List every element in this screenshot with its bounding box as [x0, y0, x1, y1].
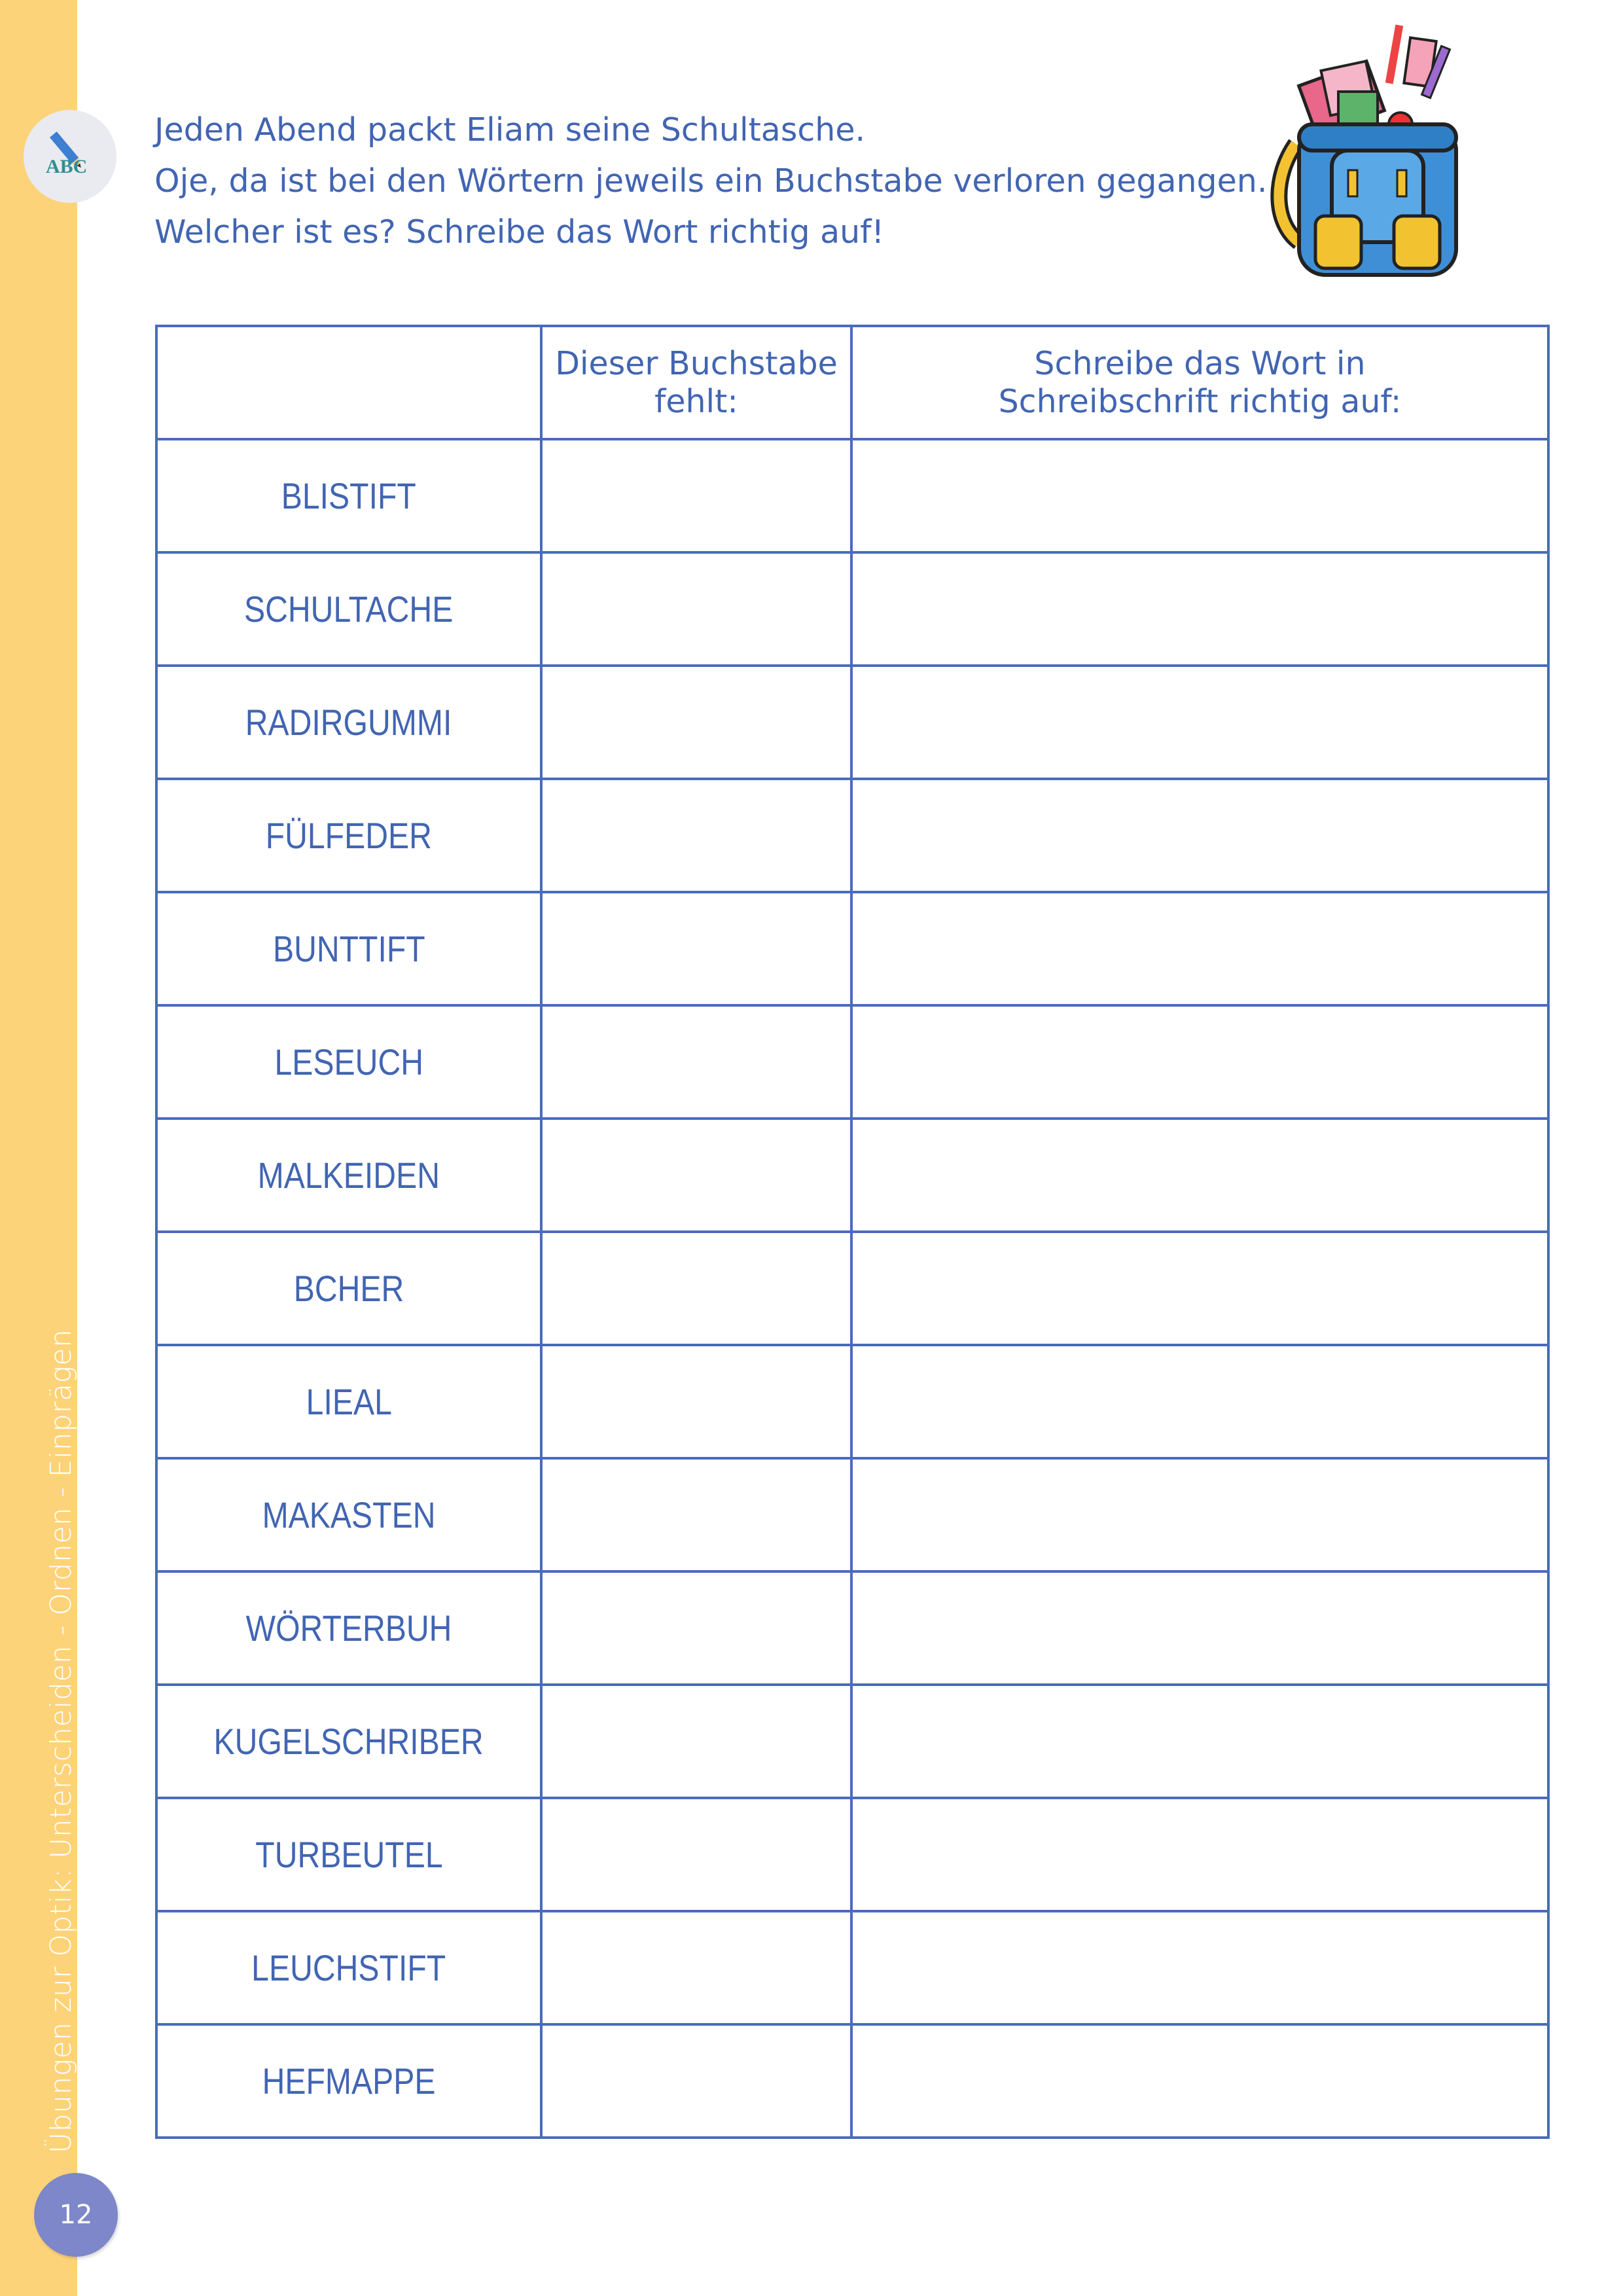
scrambled-word: FÜLFEDER — [156, 779, 541, 892]
scrambled-word: BUNTTIFT — [156, 892, 541, 1005]
write-word-cell[interactable] — [851, 1571, 1548, 1685]
missing-letter-cell[interactable] — [541, 1571, 851, 1685]
table-row — [156, 439, 1548, 552]
missing-letter-cell[interactable] — [541, 779, 851, 892]
header-missing-letter: Dieser Buchstabe fehlt: — [541, 326, 851, 439]
scrambled-word: LESEUCH — [156, 1005, 541, 1119]
table-row — [156, 552, 1548, 666]
write-word-cell[interactable] — [851, 779, 1548, 892]
scrambled-word: RADIRGUMMI — [156, 666, 541, 779]
instruction-line: Jeden Abend packt Eliam seine Schultasche. — [154, 111, 866, 149]
write-word-cell[interactable] — [851, 1005, 1548, 1119]
scrambled-word: SCHULTACHE — [156, 552, 541, 666]
write-word-cell[interactable] — [851, 2024, 1548, 2138]
sidebar-strip — [0, 0, 77, 2296]
scrambled-word: BCHER — [156, 1232, 541, 1345]
missing-letter-cell[interactable] — [541, 892, 851, 1005]
missing-letter-cell[interactable] — [541, 2024, 851, 2138]
school-backpack-illustration — [1260, 20, 1489, 288]
write-word-cell[interactable] — [851, 1685, 1548, 1798]
write-word-cell[interactable] — [851, 439, 1548, 552]
missing-letter-cell[interactable] — [541, 552, 851, 666]
table-row — [156, 1005, 1548, 1119]
write-word-cell[interactable] — [851, 666, 1548, 779]
table-row — [156, 1685, 1548, 1798]
scrambled-word: MALKEIDEN — [156, 1119, 541, 1232]
abc-badge-label: ABC — [46, 156, 88, 177]
table-row — [156, 1458, 1548, 1571]
table-row — [156, 2024, 1548, 2138]
header-word-column — [156, 326, 541, 439]
write-word-cell[interactable] — [851, 1345, 1548, 1458]
instructions — [154, 105, 1268, 258]
missing-letter-cell[interactable] — [541, 1685, 851, 1798]
missing-letter-cell[interactable] — [541, 1005, 851, 1119]
missing-letter-cell[interactable] — [541, 1458, 851, 1571]
header-write-word: Schreibe das Wort in Schreibschrift richtig auf: — [851, 326, 1548, 439]
missing-letter-cell[interactable] — [541, 1798, 851, 1911]
scrambled-word: TURBEUTEL — [156, 1798, 541, 1911]
write-word-cell[interactable] — [851, 1911, 1548, 2024]
scrambled-word: KUGELSCHRIBER — [156, 1685, 541, 1798]
table-header-row — [156, 326, 1548, 439]
table-row — [156, 779, 1548, 892]
write-word-cell[interactable] — [851, 552, 1548, 666]
write-word-cell[interactable] — [851, 1232, 1548, 1345]
scrambled-word: LIEAL — [156, 1345, 541, 1458]
missing-letter-cell[interactable] — [541, 666, 851, 779]
page-number-badge — [34, 2173, 118, 2257]
scrambled-word: HEFMAPPE — [156, 2024, 541, 2138]
table-row — [156, 1571, 1548, 1685]
scrambled-word: LEUCHSTIFT — [156, 1911, 541, 2024]
table-row — [156, 892, 1548, 1005]
table-row — [156, 666, 1548, 779]
missing-letter-cell[interactable] — [541, 1232, 851, 1345]
missing-letter-cell[interactable] — [541, 439, 851, 552]
table-row — [156, 1798, 1548, 1911]
page-number: 12 — [59, 2200, 93, 2230]
sidebar-vertical-title: Übungen zur Optik: Unterscheiden - Ordnen - Einprägen — [45, 1329, 78, 2153]
write-word-cell[interactable] — [851, 1119, 1548, 1232]
table-row — [156, 1345, 1548, 1458]
write-word-cell[interactable] — [851, 892, 1548, 1005]
abc-pencil-icon — [24, 110, 116, 203]
missing-letter-cell[interactable] — [541, 1911, 851, 2024]
instruction-line: Oje, da ist bei den Wörtern jeweils ein Buchstabe verloren gegangen. — [154, 162, 1268, 200]
scrambled-word: MAKASTEN — [156, 1458, 541, 1571]
missing-letter-cell[interactable] — [541, 1345, 851, 1458]
worksheet-table — [155, 325, 1550, 2139]
table-row — [156, 1911, 1548, 2024]
write-word-cell[interactable] — [851, 1458, 1548, 1571]
table-row — [156, 1119, 1548, 1232]
instruction-line: Welcher ist es? Schreibe das Wort richtig auf! — [154, 213, 885, 251]
missing-letter-cell[interactable] — [541, 1119, 851, 1232]
table-row — [156, 1232, 1548, 1345]
write-word-cell[interactable] — [851, 1798, 1548, 1911]
scrambled-word: WÖRTERBUH — [156, 1571, 541, 1685]
scrambled-word: BLISTIFT — [156, 439, 541, 552]
